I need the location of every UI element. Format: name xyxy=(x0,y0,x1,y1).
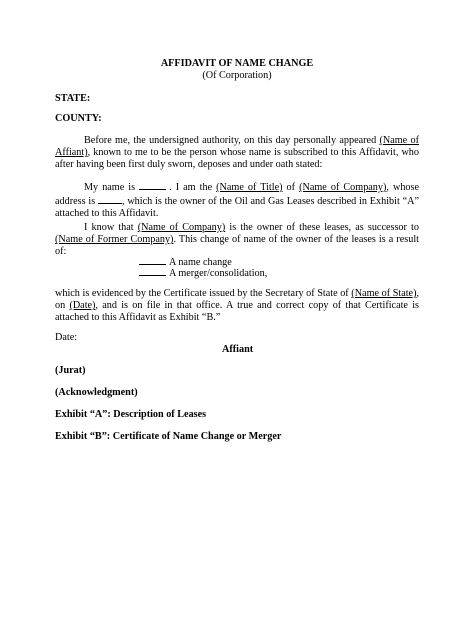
paragraph-ownership: I know that (Name of Company) is the owner of these leases, as successor to (Name of Former Company). This change of name of the owner of the leases is a result of: xyxy=(55,222,419,258)
name-of-former-company-field: (Name of Former Company) xyxy=(55,234,174,246)
option-name-change: A name change xyxy=(139,255,232,269)
name-of-state-field: (Name of State) xyxy=(351,288,417,299)
exhibit-b-label: Exhibit “B”: Certificate of Name Change or Merger xyxy=(55,431,282,442)
name-of-company-field-2: (Name of Company) xyxy=(137,222,226,233)
name-of-affiant-field: (Name of Affiant) xyxy=(55,135,419,159)
document-subtitle: (Of Corporation) xyxy=(202,70,272,81)
date-label: Date: xyxy=(55,332,78,343)
paragraph-certificate: which is evidenced by the Certificate issued by the Secretary of State of (Name of State), on (Date), and is on file in that office. A true and correct copy of that Certificate is attached to this Affidavit as Exhibit “B.” xyxy=(55,288,420,324)
county-label: COUNTY: xyxy=(55,113,102,124)
name-of-company-field: (Name of Company) xyxy=(299,182,387,193)
option-blank xyxy=(139,255,166,265)
document-title: AFFIDAVIT OF NAME CHANGE xyxy=(160,58,314,69)
name-of-title-field: (Name of Title) xyxy=(216,182,283,193)
option-merger: A merger/consolidation, xyxy=(139,266,267,280)
exhibit-a-label: Exhibit “A”: Description of Leases xyxy=(55,409,207,420)
option-blank xyxy=(139,266,166,276)
acknowledgment-label: (Acknowledgment) xyxy=(55,387,138,398)
paragraph-appearance: Before me, the undersigned authority, on this day personally appeared (Name of Affiant), known to me to be the person whose name is subscribed to this Affidavit, who after having been first duly sworn, deposes and under oath stated: xyxy=(55,135,419,171)
date-field: (Date) xyxy=(69,300,96,312)
paragraph-identity: My name is . I am the (Name of Title) of (Name of Company), whose address is , which is the owner of the Oil and Gas Leases described in Exhibit “A” attached to this Affidavit. xyxy=(55,182,420,220)
affiant-label: Affiant xyxy=(222,344,254,355)
address-blank xyxy=(98,194,122,204)
name-blank xyxy=(139,180,166,190)
state-label: STATE: xyxy=(55,93,91,104)
jurat-label: (Jurat) xyxy=(55,365,86,376)
